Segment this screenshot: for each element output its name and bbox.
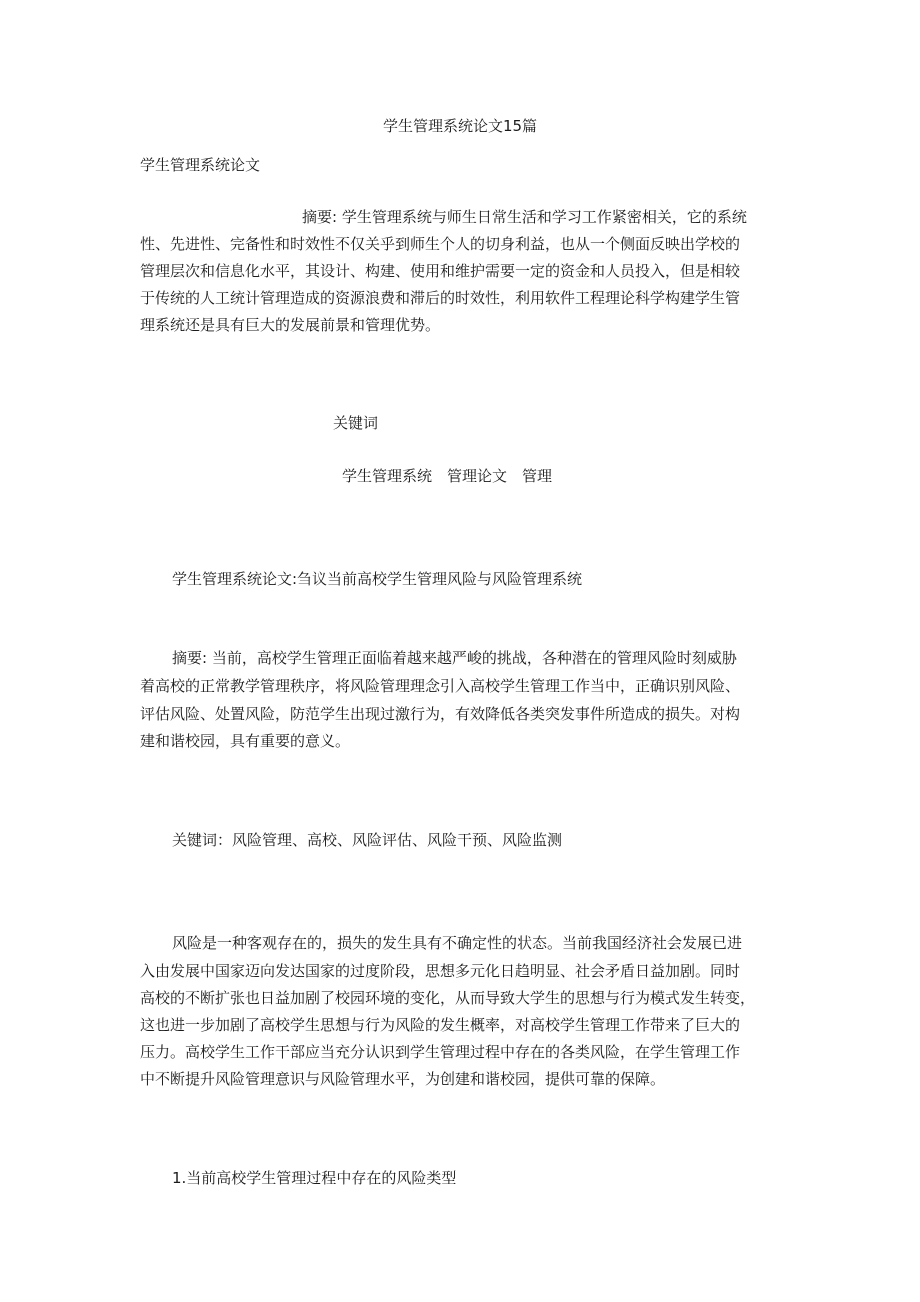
abstract2-line: 着高校的正常教学管理秩序，将风险管理理念引入高校学生管理工作当中，正确识别风险、 — [140, 677, 741, 695]
abstract1-line: 于传统的人工统计管理造成的资源浪费和滞后的时效性，利用软件工程理论科学构建学生管 — [140, 289, 741, 307]
abstract2-line: 摘要: 当前，高校学生管理正面临着越来越严峻的挑战，各种潜在的管理风险时刻威胁 — [172, 649, 737, 667]
body-line: 压力。高校学生工作干部应当充分认识到学生管理过程中存在的各类风险，在学生管理工作 — [140, 1043, 741, 1061]
body-line: 风险是一种客观存在的，损失的发生具有不确定性的状态。当前我国经济社会发展已进 — [172, 934, 743, 952]
body-line: 入由发展中国家迈向发达国家的过度阶段，思想多元化日趋明显、社会矛盾日益加剧。同时 — [140, 962, 741, 980]
body-line: 这也进一步加剧了高校学生思想与行为风险的发生概率，对高校学生管理工作带来了巨大的 — [140, 1016, 741, 1034]
document-title: 学生管理系统论文15篇 — [382, 117, 538, 135]
keywords-line: 关键词：风险管理、高校、风险评估、风险干预、风险监测 — [172, 831, 563, 849]
abstract2-line: 评估风险、处置风险，防范学生出现过激行为，有效降低各类突发事件所造成的损失。对构 — [140, 705, 741, 723]
abstract1-line: 性、先进性、完备性和时效性不仅关乎到师生个人的切身利益，也从一个侧面反映出学校的 — [140, 235, 741, 253]
abstract2-line: 建和谐校园，具有重要的意义。 — [140, 732, 351, 750]
keywords-label: 关键词 — [333, 414, 379, 432]
article-title: 学生管理系统论文:刍议当前高校学生管理风险与风险管理系统 — [172, 570, 583, 588]
abstract1-line: 理系统还是具有巨大的发展前景和管理优势。 — [140, 316, 441, 334]
subheading: 1.当前高校学生管理过程中存在的风险类型 — [172, 1169, 457, 1187]
body-line: 高校的不断扩张也日益加剧了校园环境的变化，从而导致大学生的思想与行为模式发生转变， — [140, 989, 756, 1007]
abstract1-line: 摘要: 学生管理系统与师生日常生活和学习工作紧密相关，它的系统 — [302, 208, 747, 226]
abstract1-line: 管理层次和信息化水平，其设计、构建、使用和维护需要一定的资金和人员投入，但是相较 — [140, 262, 741, 280]
keywords-values: 学生管理系统 管理论文 管理 — [342, 467, 553, 485]
body-line: 中不断提升风险管理意识与风险管理水平，为创建和谐校园，提供可靠的保障。 — [140, 1070, 666, 1088]
section-heading: 学生管理系统论文 — [140, 156, 261, 174]
